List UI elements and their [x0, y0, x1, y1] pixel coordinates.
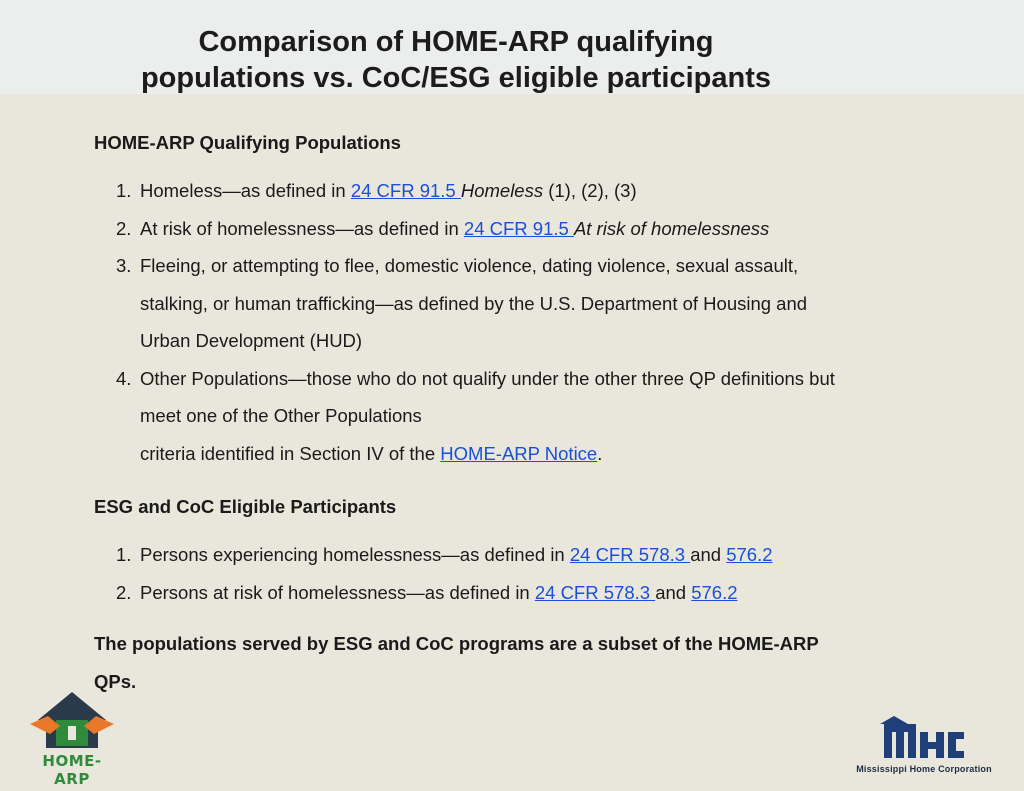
list-item: 1. Persons experiencing homelessness—as defined in 24 CFR 578.3 and 576.2 — [116, 544, 773, 565]
list-item: 2. At risk of homelessness—as defined in 24 CFR 91.5 At risk of homelessness — [116, 217, 770, 239]
page-title — [0, 24, 912, 96]
mhc-logo-icon — [838, 712, 1010, 762]
cfr-578-3-link[interactable]: 24 CFR 578.3 — [569, 544, 691, 565]
cfr-576-2-link[interactable]: 576.2 — [726, 544, 773, 565]
cfr-91-5-link[interactable]: 24 CFR 91.5 — [350, 180, 461, 201]
cfr-576-2-link[interactable]: 576.2 — [691, 581, 738, 603]
home-arp-logo-icon — [26, 690, 118, 752]
home-arp-logo-text: HOME-ARP — [42, 752, 102, 788]
closing-statement: The populations served by ESG and CoC programs are a subset of the HOME-ARP QPs. — [94, 633, 819, 692]
home-arp-notice-link[interactable]: HOME-ARP Notice — [440, 442, 598, 464]
cfr-91-5-link[interactable]: 24 CFR 91.5 — [463, 217, 574, 239]
mhc-logo-text: Mississippi Home Corporation — [856, 764, 992, 774]
esg-coc-list — [94, 536, 954, 611]
list-item: 1. Homeless—as defined in 24 CFR 91.5 Homeless (1), (2), (3) — [116, 180, 637, 201]
esg-coc-heading: ESG and CoC Eligible Participants — [94, 496, 397, 517]
title-line-1: Comparison of HOME-ARP qualifying — [198, 26, 714, 58]
list-item: 2. Persons at risk of homelessness—as defined in 24 CFR 578.3 and 576.2 — [116, 581, 738, 603]
home-arp-list — [94, 172, 954, 472]
mhc-logo — [838, 712, 1010, 778]
cfr-578-3-link[interactable]: 24 CFR 578.3 — [534, 581, 656, 603]
list-item: 3. Fleeing, or attempting to flee, domestic violence, dating violence, sexual assault, stalking, or human trafficking—as defined by the U.S. Department of Housing and Urban Development (HUD) — [116, 255, 808, 351]
main-content — [94, 124, 954, 701]
home-arp-logo — [26, 690, 118, 788]
list-item: 4. Other Populations—those who do not qualify under the other three QP definitions but meet one of the Other Populations criteria identified in Section IV of the HOME-ARP Notice. — [116, 367, 835, 464]
header-band — [0, 0, 1024, 94]
title-line-2: populations vs. CoC/ESG eligible participants — [140, 62, 772, 94]
home-arp-heading: HOME-ARP Qualifying Populations — [94, 132, 401, 153]
